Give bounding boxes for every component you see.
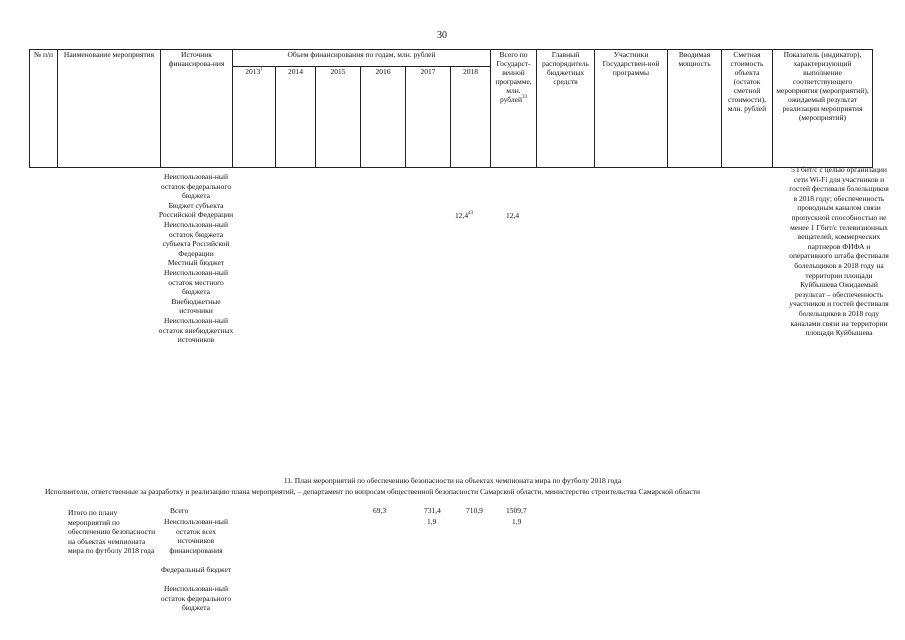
plan-value-2016: 69,3 (373, 506, 387, 515)
plan-value-2018: 710,9 (466, 506, 483, 515)
page-number: 30 (437, 30, 447, 41)
col-capacity: Вводимая мощность (668, 50, 722, 168)
plan-total-name: Итого по плану мероприятий по обеспечению безопасности на объектах чемпионата мира по футболу 2018 года (68, 508, 156, 556)
source-item: Неиспользован-ный остаток местного бюджета (164, 267, 228, 297)
year-2015: 2015 (316, 67, 361, 168)
col-participants: Участники Государствен-ной программы (595, 50, 668, 168)
col-indicator: Показатель (индикатор), характеризующий выполнение соответствующего мероприятия (мероприятий), ожидаемый результат реализации мероприятия (мероприятий) (773, 50, 873, 168)
col-number: № п/п (30, 50, 58, 168)
year-2013: 2013$^1$ (233, 67, 276, 168)
plan-source-unused-all: Неиспользован-ный остаток всех источников финансирования (164, 517, 228, 555)
value-2018: 12,4$^{43}$ (455, 211, 474, 220)
col-name: Наименование мероприятия (58, 50, 161, 168)
col-volume: Объем финансирования по годам, млн. рублей (233, 50, 491, 67)
year-2017: 2017 (406, 67, 451, 168)
plan-source-unused-federal: Неиспользован-ный остаток федерального бюджета (160, 584, 232, 613)
year-2014: 2014 (276, 67, 316, 168)
source-item: Местный бюджет (167, 258, 225, 268)
source-list (158, 172, 234, 345)
col-admin: Главный распорядитель бюджетных средств (537, 50, 595, 168)
plan-unused-2017: 1,9 (427, 517, 437, 526)
source-item: Бюджет субъекта Российской Федерации (158, 200, 234, 220)
section-executors: Исполнители, ответственные за разработку и реализацию плана мероприятий, – департамент по вопросам общественной безопасности Самарской области, министерство строительства Самарской области (45, 487, 701, 496)
source-item: Неиспользован-ный остаток бюджета субъекта Российской Федерации (162, 219, 230, 258)
plan-unused-total: 1,9 (512, 517, 522, 526)
year-2016: 2016 (361, 67, 406, 168)
year-2018: 2018 (451, 67, 491, 168)
col-estimate: Сметная стоимость объекта (остаток сметной стоимости), млн. рублей (722, 50, 773, 168)
col-source: Источник финансирова-ния (161, 50, 233, 168)
plan-source-federal: Федеральный бюджет (160, 565, 232, 574)
source-item: Внебюджетные источники (171, 296, 221, 316)
col-total: Всего по Государст-венной программе, млн. рублей$^{33}$ (491, 50, 537, 168)
header-table (29, 49, 873, 168)
plan-value-2017: 731,4 (424, 506, 441, 515)
value-total: 12,4 (506, 211, 520, 220)
plan-source-all: Всего (170, 506, 189, 515)
section-title: 11. План мероприятий по обеспечению безопасности на объектах чемпионата мира по футболу 2018 года (283, 476, 622, 485)
plan-value-total: 1509,7 (506, 506, 527, 515)
source-item: Неиспользован-ный остаток федерального бюджета (160, 172, 232, 201)
source-item: Неиспользован-ный остаток внебюджетных источников (158, 315, 234, 345)
indicator-text: 5 Гбит/с с целью организации сети Wi-Fi для участников и гостей фестиваля болельщиков в 2018 году; обеспеченность проводным каналом связи пропускной способностью не менее 1 Гбит/с телевизионных вещателей, коммерческих партнеров ФИФА и оперативного штаба фестиваля болельщиков в 2018 году на территории площади Куйбышева Ожидаемый результат – обеспеченность участников и гостей фестиваля болельщиков в 2018 году каналами связи на территории площади Куйбышева (789, 165, 889, 338)
